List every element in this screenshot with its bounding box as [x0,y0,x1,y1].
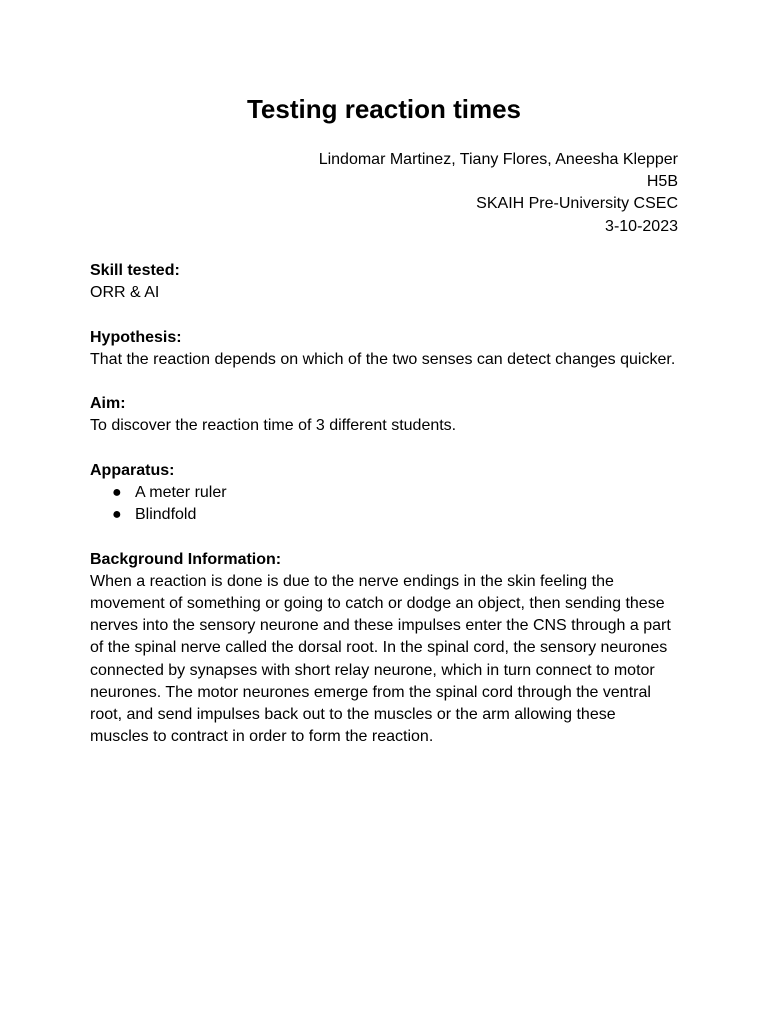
authors-line: Lindomar Martinez, Tiany Flores, Aneesha Klepper [318,151,678,168]
background-section [90,549,678,749]
skill-heading: Skill tested: [90,262,180,279]
aim-text: To discover the reaction time of 3 different students. [90,417,457,435]
aim-heading: Aim: [90,395,126,413]
document-title: Testing reaction times [246,94,522,124]
school-line: SKAIH Pre-University CSEC [476,195,678,213]
skill-text: ORR & AI [90,284,160,302]
date-line: 3-10-2023 [605,217,678,235]
aim-section [90,393,678,437]
background-heading: Background Information: [90,550,282,568]
background-text: When a reaction is done is due to the nerve endings in the skin feeling the movement of something or going to catch or dodge an object, then sending these nerves into the sensory neurone and these impulses enter the CNS through a part of the spinal nerve called the dorsal root. In the spinal cord, the sensory neurones connected by synapses with short relay neurone, which in turn connect to motor neurones. The motor neurones emerge from the spinal cord through the ventral root, and send impulses back out to the muscles or the arm allowing these muscles to contract in order to form the reaction. [90,572,671,746]
list-item [112,482,678,504]
hypothesis-heading: Hypothesis: [90,328,182,346]
hypothesis-text: That the reaction depends on which of the two senses can detect changes quicker. [90,350,676,368]
apparatus-heading: Apparatus: [90,461,175,479]
class-line: H5B [646,173,678,191]
list-item-label: Blindfold [135,506,197,524]
bullet-icon: ● [112,483,122,501]
hypothesis-section [90,327,678,371]
author-block [90,149,678,238]
document-body [90,260,678,771]
skill-section [90,260,678,304]
list-item [112,504,678,526]
apparatus-list [90,482,678,526]
list-item-label: A meter ruler [135,483,227,501]
apparatus-section [90,460,678,527]
document-page [90,0,678,1024]
bullet-icon: ● [112,506,122,524]
